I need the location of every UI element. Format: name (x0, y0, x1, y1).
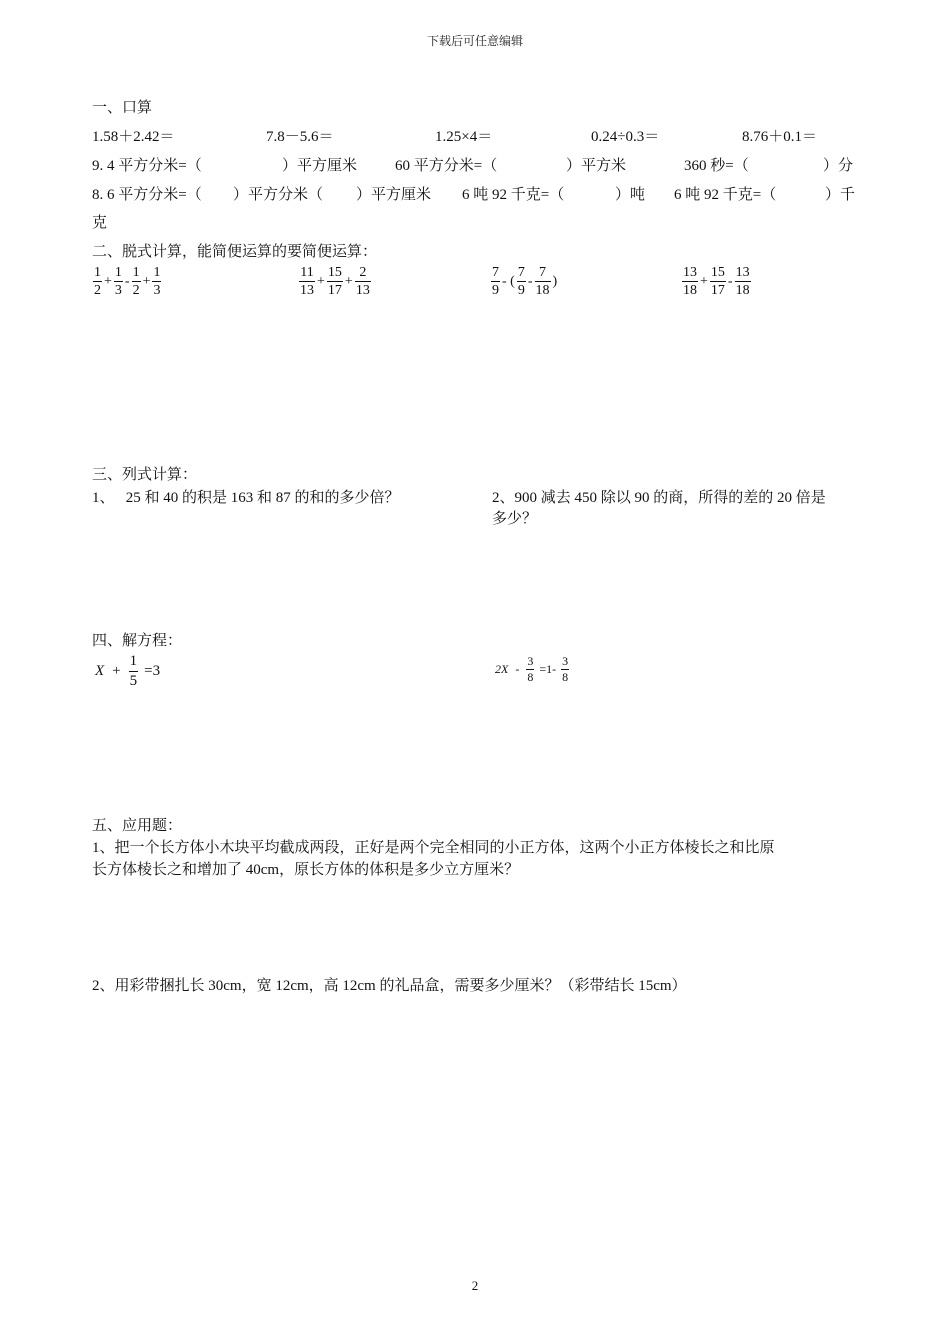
equation-1-op: + (112, 663, 121, 679)
equation-2-fraction-1 (526, 654, 534, 685)
mental-calc-5: 8.76＋0.1＝ (742, 129, 818, 145)
fraction-numerator: 13 (735, 265, 750, 280)
equation-1-rhs: =3 (144, 663, 161, 679)
fraction (517, 264, 526, 299)
unit-conv-4b: ）平方分米（ (233, 187, 324, 203)
equation-1 (94, 652, 161, 691)
page-number: 2 (471, 1278, 479, 1293)
equation-2-mid: =1- (539, 662, 557, 676)
fraction (327, 264, 343, 299)
fraction-denominator: 17 (327, 283, 342, 298)
section3-title: 三、列式计算： (92, 467, 198, 483)
operator: - (727, 273, 733, 289)
word-problem-2: 2、用彩带捆扎长 30cm，宽 12cm，高 12cm 的礼品盒，需要多少厘米？（彩带结长 15cm） (92, 978, 687, 994)
calc-expression-4 (681, 264, 752, 299)
fraction-denominator: 5 (129, 673, 138, 689)
unit-conv-1b: ）平方厘米 (282, 158, 358, 174)
word-calc-1: 1、 25 和 40 的积是 163 和 87 的和的多少倍？ (92, 490, 400, 506)
calc-expression-3 (490, 264, 558, 299)
operator: + (344, 273, 353, 289)
equation-2-var: 2X (495, 662, 509, 676)
operator: - (527, 273, 533, 289)
fraction (355, 264, 371, 299)
operator: - ( (502, 273, 515, 289)
equation-1-fraction (129, 652, 139, 691)
operator: + (142, 273, 151, 289)
fraction-numerator: 2 (355, 264, 371, 282)
fraction-denominator: 13 (300, 283, 314, 298)
fraction-denominator: 2 (132, 283, 140, 298)
unit-conv-2b: ）平方米 (566, 158, 627, 174)
fraction-numerator: 15 (327, 265, 342, 280)
fraction (710, 264, 726, 299)
equation-2-fraction-2 (561, 654, 569, 685)
fraction (735, 264, 751, 299)
fraction-numerator: 7 (492, 265, 499, 280)
operator: + (700, 273, 708, 289)
fraction-numerator: 3 (527, 654, 534, 668)
unit-conv-6b: ）千 (825, 187, 856, 203)
equation-2-op: - (515, 662, 520, 676)
mental-calc-1: 1.58＋2.42＝ (92, 129, 175, 145)
fraction (152, 264, 161, 299)
fraction (535, 264, 551, 299)
unit-conv-6a: 6 吨 92 千克=（ (674, 187, 777, 203)
fraction-denominator: 18 (735, 283, 750, 298)
calc-expression-1 (92, 264, 162, 299)
section1-title: 一、口算 (92, 100, 153, 116)
fraction-denominator: 8 (527, 670, 534, 684)
section5-title: 五、应用题： (92, 818, 183, 834)
fraction-denominator: 13 (355, 283, 370, 298)
unit-conv-6-wrap: 克 (92, 215, 108, 231)
fraction (132, 264, 141, 299)
fraction (93, 264, 102, 299)
unit-conv-5a: 6 吨 92 千克=（ (462, 187, 565, 203)
fraction-numerator: 11 (300, 265, 314, 280)
fraction (491, 264, 500, 299)
fraction-numerator: 1 (94, 265, 101, 280)
fraction-numerator: 7 (535, 264, 551, 282)
unit-conv-2a: 60 平方分米=（ (395, 158, 498, 174)
unit-conv-3b: ）分 (823, 158, 854, 174)
unit-conv-1a: 9. 4 平方分米=（ (92, 158, 202, 174)
fraction-denominator: 3 (114, 283, 122, 298)
section4-title: 四、解方程： (92, 633, 183, 649)
operator: - (124, 273, 130, 289)
mental-calc-2: 7.8－5.6＝ (266, 129, 334, 145)
mental-calc-3: 1.25×4＝ (435, 129, 493, 145)
word-problem-1-line1: 1、把一个长方体小木块平均截成两段，正好是两个完全相同的小正方体，这两个小正方体棱长之和比原 (92, 840, 775, 856)
fraction-denominator: 18 (535, 283, 550, 298)
fraction-numerator: 15 (710, 265, 725, 280)
unit-conv-5b: ）吨 (615, 187, 646, 203)
unit-conv-4a: 8. 6 平方分米=（ (92, 187, 202, 203)
word-calc-2-line2: 多少？ (492, 511, 538, 527)
operator: + (104, 273, 112, 289)
word-problem-1-line2: 长方体棱长之和增加了 40cm，原长方体的体积是多少立方厘米？ (92, 862, 520, 878)
unit-conv-4c: ）平方厘米 (356, 187, 432, 203)
equation-1-var: X (95, 663, 105, 679)
word-calc-2-line1: 2、900 减去 450 除以 90 的商，所得的差的 20 倍是 (492, 490, 826, 506)
fraction-denominator: 2 (94, 283, 101, 298)
fraction-denominator: 9 (517, 283, 525, 298)
unit-conv-3a: 360 秒=（ (684, 158, 749, 174)
fraction-numerator: 3 (562, 654, 569, 668)
fraction-numerator: 1 (132, 265, 140, 280)
fraction-numerator: 1 (153, 265, 161, 280)
fraction (299, 264, 315, 299)
fraction-numerator: 13 (683, 265, 697, 280)
fraction-denominator: 9 (492, 283, 499, 298)
page-header: 下载后可任意编辑 (426, 34, 523, 48)
fraction (682, 264, 698, 299)
operator: ) (552, 273, 558, 289)
operator: + (317, 273, 325, 289)
fraction-numerator: 1 (129, 652, 139, 672)
equation-2 (494, 654, 570, 685)
fraction-denominator: 8 (562, 670, 569, 684)
fraction (114, 264, 123, 299)
fraction-numerator: 1 (114, 265, 122, 280)
mental-calc-4: 0.24÷0.3＝ (591, 129, 660, 145)
fraction-denominator: 17 (710, 283, 725, 298)
fraction-denominator: 3 (153, 283, 161, 298)
calc-expression-2 (298, 264, 372, 299)
fraction-numerator: 7 (517, 265, 525, 280)
fraction-denominator: 18 (683, 283, 697, 298)
section2-title: 二、脱式计算，能简便运算的要简便运算： (92, 244, 378, 260)
